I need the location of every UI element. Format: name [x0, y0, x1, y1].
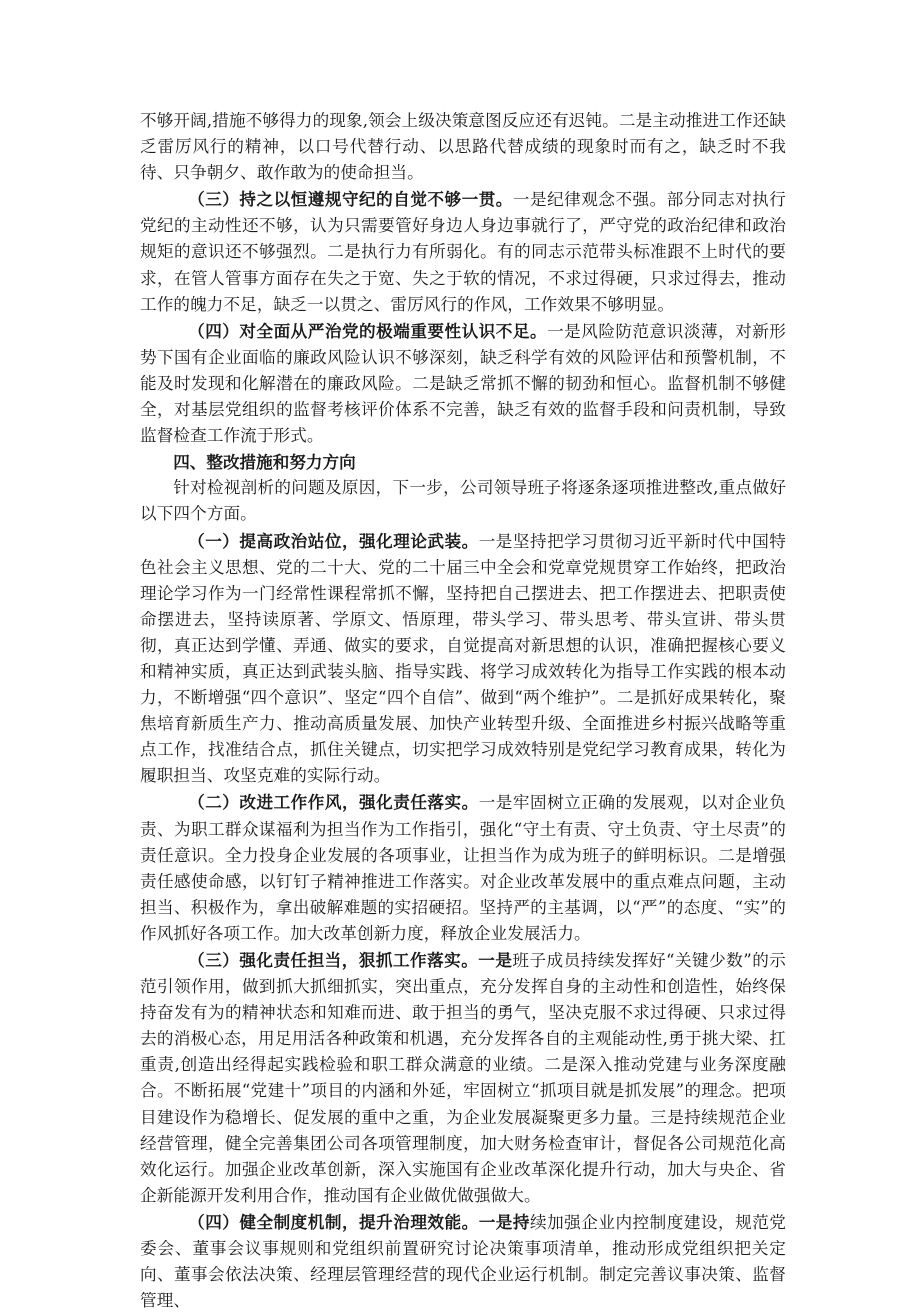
paragraph-lead: （三）持之以恒遵规守纪的自觉不够一贯。	[188, 189, 513, 210]
section-heading: 四、整改措施和努力方向	[173, 452, 356, 473]
paragraph-measure-3	[140, 947, 786, 1209]
paragraph-text: 一是坚持把学习贯彻习近平新时代中国特色社会主义思想、党的二十大、党的二十届三中全会和党章党规贯穿工作始终，把政治理论学习作为一门经常性课程常抓不懈，坚持把自己摆进去、把工作摆进去、把职责使命摆进去，坚持读原著、学原文、悟原理，带头学习、带头思考、带头宣讲、带头贯彻，真正达到学懂、弄通、做实的要求，自觉提高对新思想的认识，准确把握核心要义和精神实质，真正达到武装头脑、指导实践、将学习成效转化为指导工作实践的根本动力，不断增强“四个意识”、坚定“四个自信”、做到“两个维护”。二是抓好成果转化，聚焦培育新质生产力、推动高质量发展、加快产业转型升级、全面推进乡村振兴战略等重点工作，找准结合点，抓住关键点，切实把学习成效特别是党纪学习教育成果，转化为履职担当、攻坚克难的实际行动。	[140, 531, 786, 786]
paragraph-text: 班子成员持续发挥好“关键少数”的示范引领作用，做到抓大抓细抓实，突出重点，充分发挥自身的主动性和创造性，始终保持奋发有为的精神状态和知难而进、敢于担当的勇气，坚决克服不求过得硬、只求过得去的消极心态，用足用活各种政策和机遇，充分发挥各自的主观能动性,勇于挑大梁、扛重责,创造出经得起实践检验和职工群众满意的业绩。二是深入推动党建与业务深度融合。不断拓展“党建十”项目的内涵和外延，牢固树立“抓项目就是抓发展”的理念。把项目建设作为稳增长、促发展的重中之重，为企业发展凝聚更多力量。三是持续规范企业经营管理，健全完善集团公司各项管理制度，加大财务检查审计，督促各公司规范化高效化运行。加强企业改革创新，深入实施国有企业改革深化提升行动，加大与央企、省企新能源开发利用合作，推动国有企业做优做强做大。	[140, 951, 786, 1205]
paragraph-lead: （一）提高政治站位，强化理论武装。	[188, 530, 479, 551]
paragraph-continuation	[140, 108, 786, 186]
paragraph-intro	[140, 475, 786, 527]
paragraph-lead: （四）对全面从严治党的极端重要性认识不足。	[188, 320, 548, 341]
paragraph-measure-2	[140, 789, 786, 947]
paragraph-measure-1	[140, 528, 786, 790]
paragraph-text: 续加强企业内控制度建设，规范党委会、董事会议事规则和党组织前置研究讨论决策事项清单，推动形成党组织把关定向、董事会依法决策、经理层管理经营的现代企业运行机制。制定完善议事决策、监督管理、	[140, 1212, 787, 1311]
paragraph-measure-4	[140, 1209, 786, 1314]
paragraph-text: 不够开阔,措施不够得力的现象,领会上级决策意图反应还有迟钝。二是主动推进工作还缺乏雷厉风行的精神，以口号代替行动、以思路代替成绩的现象时而有之，缺乏时不我待、只争朝夕、敢作敢为的使命担当。	[140, 111, 786, 183]
paragraph-text: 一是牢固树立正确的发展观，以对企业负责、为职工群众谋福利为担当作为工作指引，强化“守土有责、守土负责、守土尽责”的责任意识。全力投身企业发展的各项事业，让担当作为成为班子的鲜明标识。二是增强责任感使命感，以钉钉子精神推进工作落实。对企业改革发展中的重点难点问题，主动担当、积极作为，拿出破解难题的实招硬招。坚持严的主基调，以“严”的态度、“实”的作风抓好各项工作。加大改革创新力度，释放企业发展活力。	[140, 793, 786, 943]
document-page	[140, 108, 786, 1314]
paragraph-section-3	[140, 186, 786, 317]
paragraph-lead: （三）强化责任担当，狠抓工作落实。一是	[188, 950, 513, 970]
paragraph-text: 一是风险防范意识淡薄，对新形势下国有企业面临的廉政风险认识不够深刻，缺乏科学有效的风险评估和预警机制，不能及时发现和化解潜在的廉政风险。二是缺乏常抓不懈的韧劲和恒心。监督机制不够健全，对基层党组织的监督考核评价体系不完善，缺乏有效的监督手段和问责机制，导致监督检查工作流于形式。	[140, 321, 786, 446]
paragraph-text: 一是纪律观念不强。部分同志对执行党纪的主动性还不够，认为只需要管好身边人身边事就行了，严守党的政治纪律和政治规矩的意识还不够强烈。二是执行力有所弱化。有的同志示范带头标准跟不上时代的要求，在管人管事方面存在失之于宽、失之于软的情况，不求过得硬，只求过得去，推动工作的魄力不足，缺乏一以贯之、雷厉风行的作风，工作效果不够明显。	[140, 190, 786, 314]
paragraph-lead: （四）健全制度机制，提升治理效能。一是持	[188, 1211, 530, 1232]
paragraph-section-4	[140, 318, 786, 449]
paragraph-lead: （二）改进工作作风，强化责任落实。	[188, 792, 479, 813]
paragraph-text: 针对检视剖析的问题及原因，下一步，公司领导班子将逐条逐项推进整改,重点做好以下四个方面。	[140, 478, 786, 524]
